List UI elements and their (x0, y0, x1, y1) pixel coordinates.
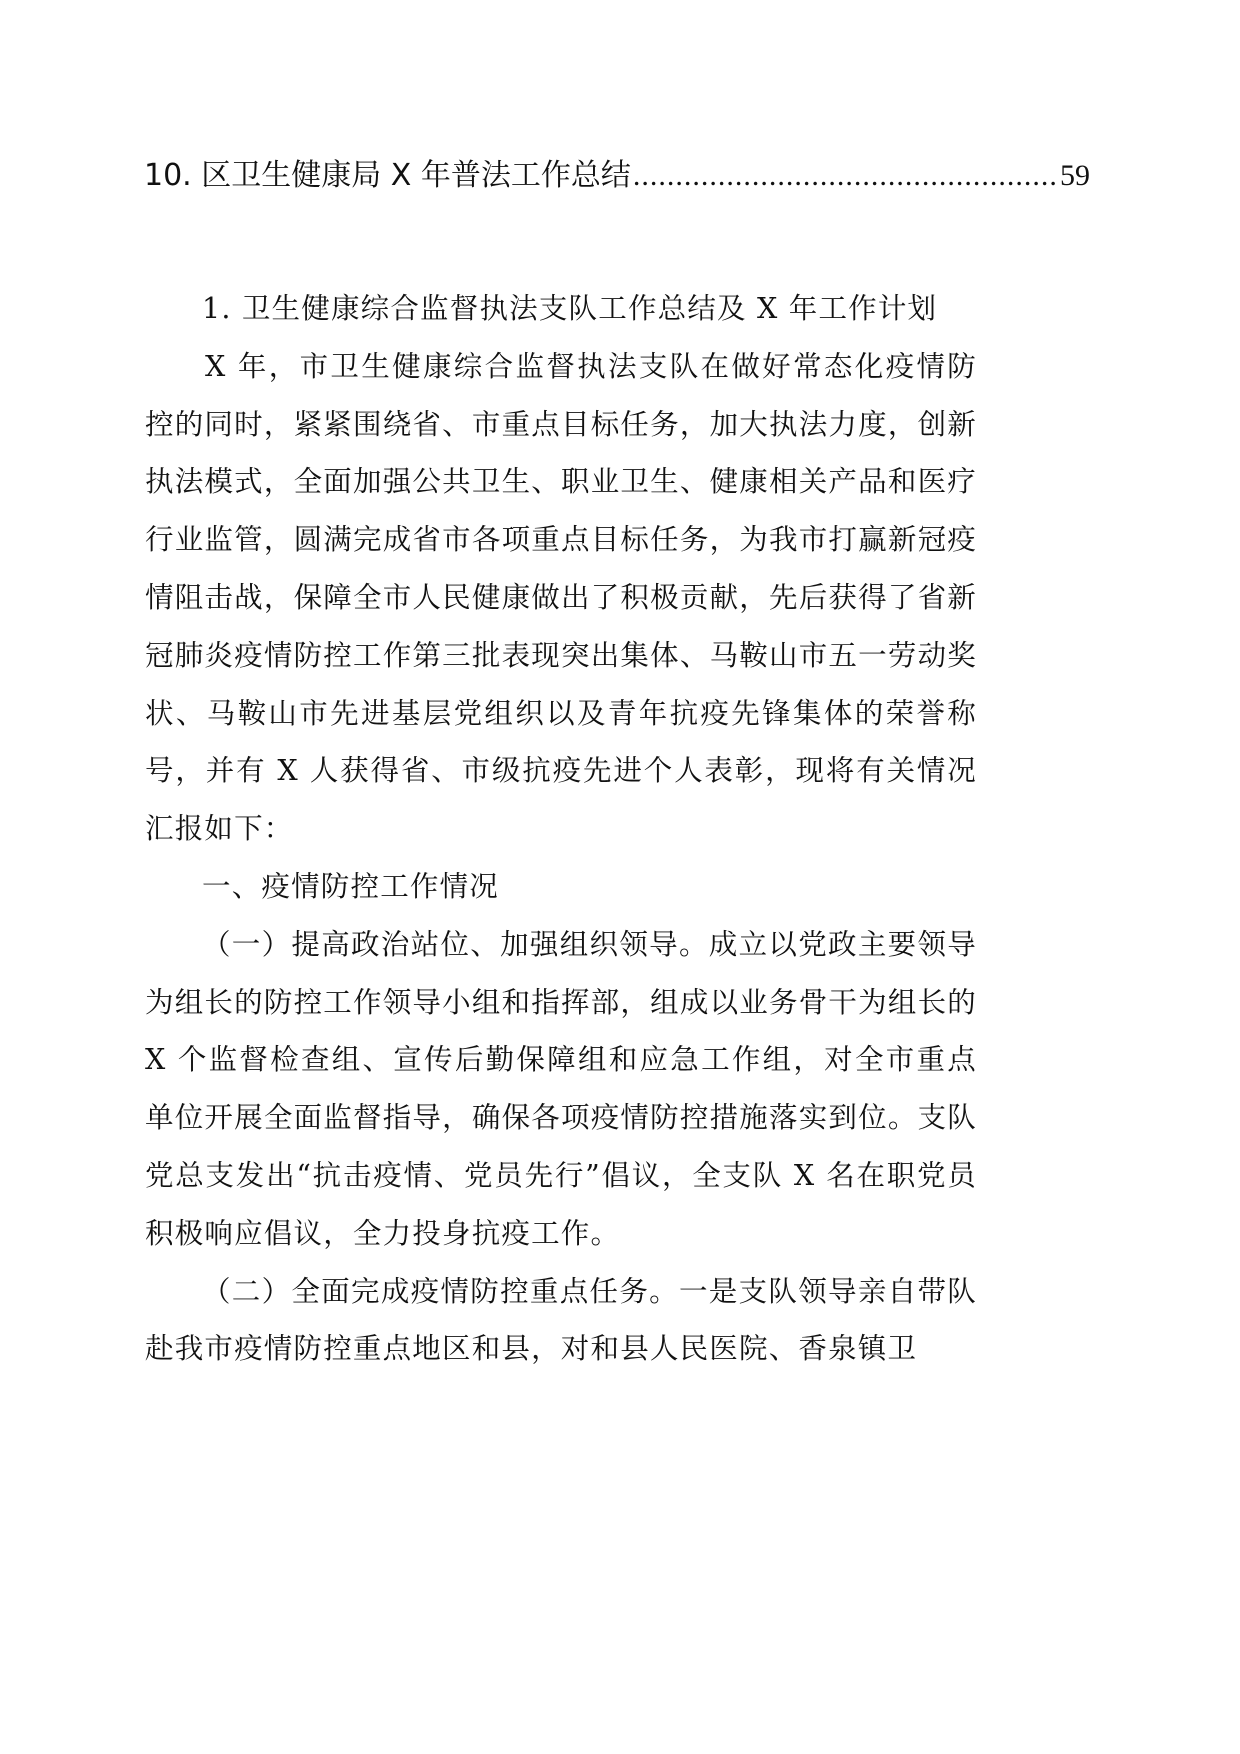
toc-entry-title: 10. 区卫生健康局 X 年普法工作总结 (144, 158, 631, 193)
toc-page-number: 59 (1060, 159, 1090, 192)
intro-paragraph: X 年，市卫生健康综合监督执法支队在做好常态化疫情防控的同时，紧紧围绕省、市重点目标任务，加大执法力度，创新执法模式，全面加强公共卫生、职业卫生、健康相关产品和医疗行业监管，圆满完成省市各项重点目标任务，为我市打赢新冠疫情阻击战，保障全市人民健康做出了积极贡献，先后获得了省新冠肺炎疫情防控工作第三批表现突出集体、马鞍山市五一劳动奖状、马鞍山市先进基层党组织以及青年抗疫先锋集体的荣誉称号，并有 X 人获得省、市级抗疫先进个人表彰，现将有关情况汇报如下： (145, 349, 977, 846)
paragraph-two: （二）全面完成疫情防控重点任务。一是支队领导亲自带队赴我市疫情防控重点地区和县，对和县人民医院、香泉镇卫 (145, 1274, 977, 1366)
document-body (145, 280, 977, 1378)
heading-one: 一、疫情防控工作情况 (202, 869, 500, 903)
toc-entry[interactable] (144, 152, 1090, 200)
toc-dot-leader (633, 152, 1058, 200)
paragraph-one: （一）提高政治站位、加强组织领导。成立以党政主要领导为组长的防控工作领导小组和指挥部，组成以业务骨干为组长的 X 个监督检查组、宣传后勤保障组和应急工作组，对全市重点单位开展全面监督指导，确保各项疫情防控措施落实到位。支队党总支发出“抗击疫情、党员先行”倡议，全支队 X 名在职党员积极响应倡议，全力投身抗疫工作。 (145, 927, 977, 1250)
section-title: 1. 卫生健康综合监督执法支队工作总结及 X 年工作计划 (202, 292, 938, 325)
